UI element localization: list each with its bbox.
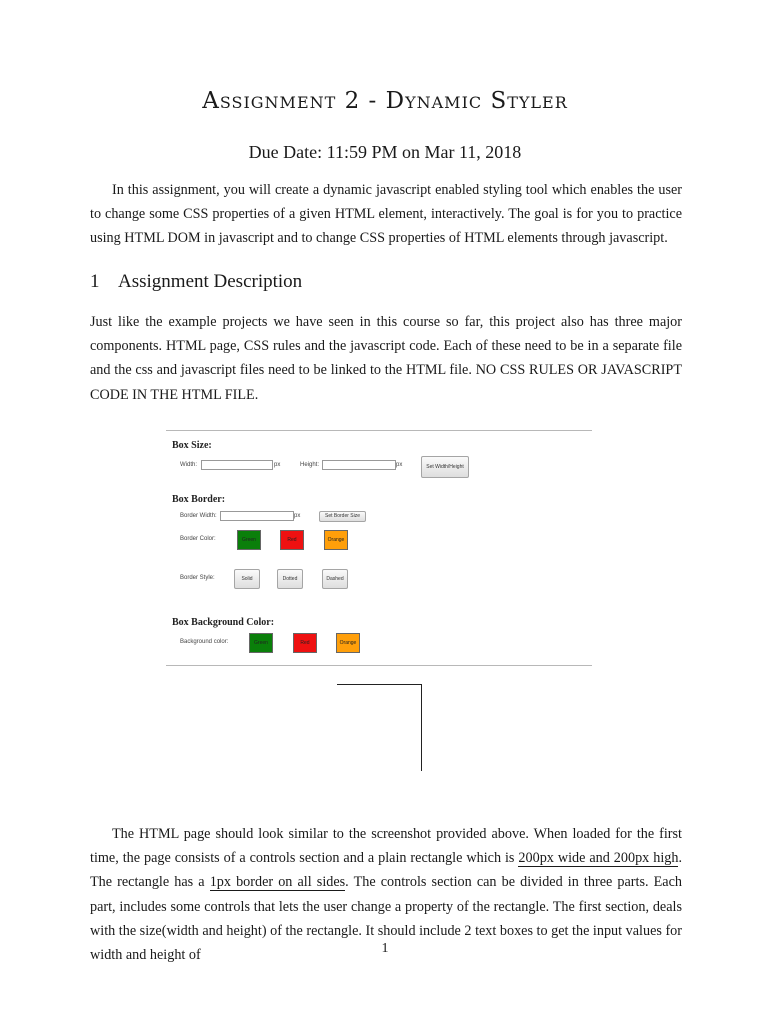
border-color-green-button[interactable]: Green [237, 530, 261, 550]
border-color-red-button[interactable]: Red [280, 530, 304, 550]
border-style-label: Border Style: [180, 575, 215, 581]
intro-paragraph: In this assignment, you will create a dynamic javascript enabled styling tool which enables the user to change some CSS properties of a given HTML element, interactively. The goal is for you to practice using HTML DOM in javascript and to change CSS properties of HTML elements through javascript. [90, 182, 682, 247]
set-border-size-button[interactable]: Set Border Size [319, 511, 366, 522]
closing-text-2: . The rectangle has a [90, 850, 682, 891]
section-heading [90, 271, 302, 293]
width-label: Width: [180, 462, 198, 468]
background-color-label: Background color: [180, 639, 229, 645]
box-size-heading: Box Size: [172, 440, 212, 451]
border-color-orange-button[interactable]: Orange [324, 530, 348, 550]
height-unit: px [396, 462, 403, 468]
demo-rectangle [337, 684, 422, 771]
section-title: Assignment Description [118, 271, 303, 292]
background-orange-button[interactable]: Orange [336, 633, 360, 653]
section-number: 1 [90, 271, 100, 292]
box-border-heading: Box Border: [172, 494, 226, 505]
border-style-dashed-button[interactable]: Dashed [322, 569, 348, 589]
border-width-unit: px [294, 513, 301, 519]
page-number: 1 [381, 941, 389, 956]
closing-text-3: . The controls section can be divided in three parts. Each part, includes some controls that lets the user change a property of the rectangle. The first section, deals with the size(width and height) of the rectangle. It should include 2 text boxes to get the input values for width and height of [90, 874, 682, 964]
height-label: Height: [300, 462, 320, 468]
width-unit: px [274, 462, 281, 468]
height-input[interactable] [322, 460, 396, 470]
border-style-dotted-button[interactable]: Dotted [277, 569, 303, 589]
set-width-height-button[interactable]: Set Width/Height [421, 456, 469, 478]
background-heading: Box Background Color: [172, 617, 275, 628]
closing-underline-1: 200px wide and 200px high [518, 850, 679, 867]
controls-screenshot [166, 430, 592, 666]
background-red-button[interactable]: Red [293, 633, 317, 653]
closing-underline-2: 1px border on all sides [209, 874, 346, 891]
border-width-input[interactable] [220, 511, 294, 521]
border-style-solid-button[interactable]: Solid [234, 569, 260, 589]
border-width-label: Border Width: [180, 513, 217, 519]
page-title: Assignment 2 - Dynamic Styler [202, 88, 568, 114]
closing-text-1: The HTML page should look similar to the screenshot provided above. When loaded for the first time, the page consists of a controls section and a plain rectangle which is [90, 826, 682, 867]
width-input[interactable] [201, 460, 273, 470]
border-color-label: Border Color: [180, 536, 216, 542]
background-green-button[interactable]: Green [249, 633, 273, 653]
due-date: Due Date: 11:59 PM on Mar 11, 2018 [248, 142, 522, 162]
description-paragraph: Just like the example projects we have seen in this course so far, this project also has three major components. HTML page, CSS rules and the javascript code. Each of these need to be in a separate file and the css and javascript files need to be linked to the HTML file. NO CSS RULES OR JAVASCRIPT CODE IN THE HTML FILE. [90, 314, 682, 403]
